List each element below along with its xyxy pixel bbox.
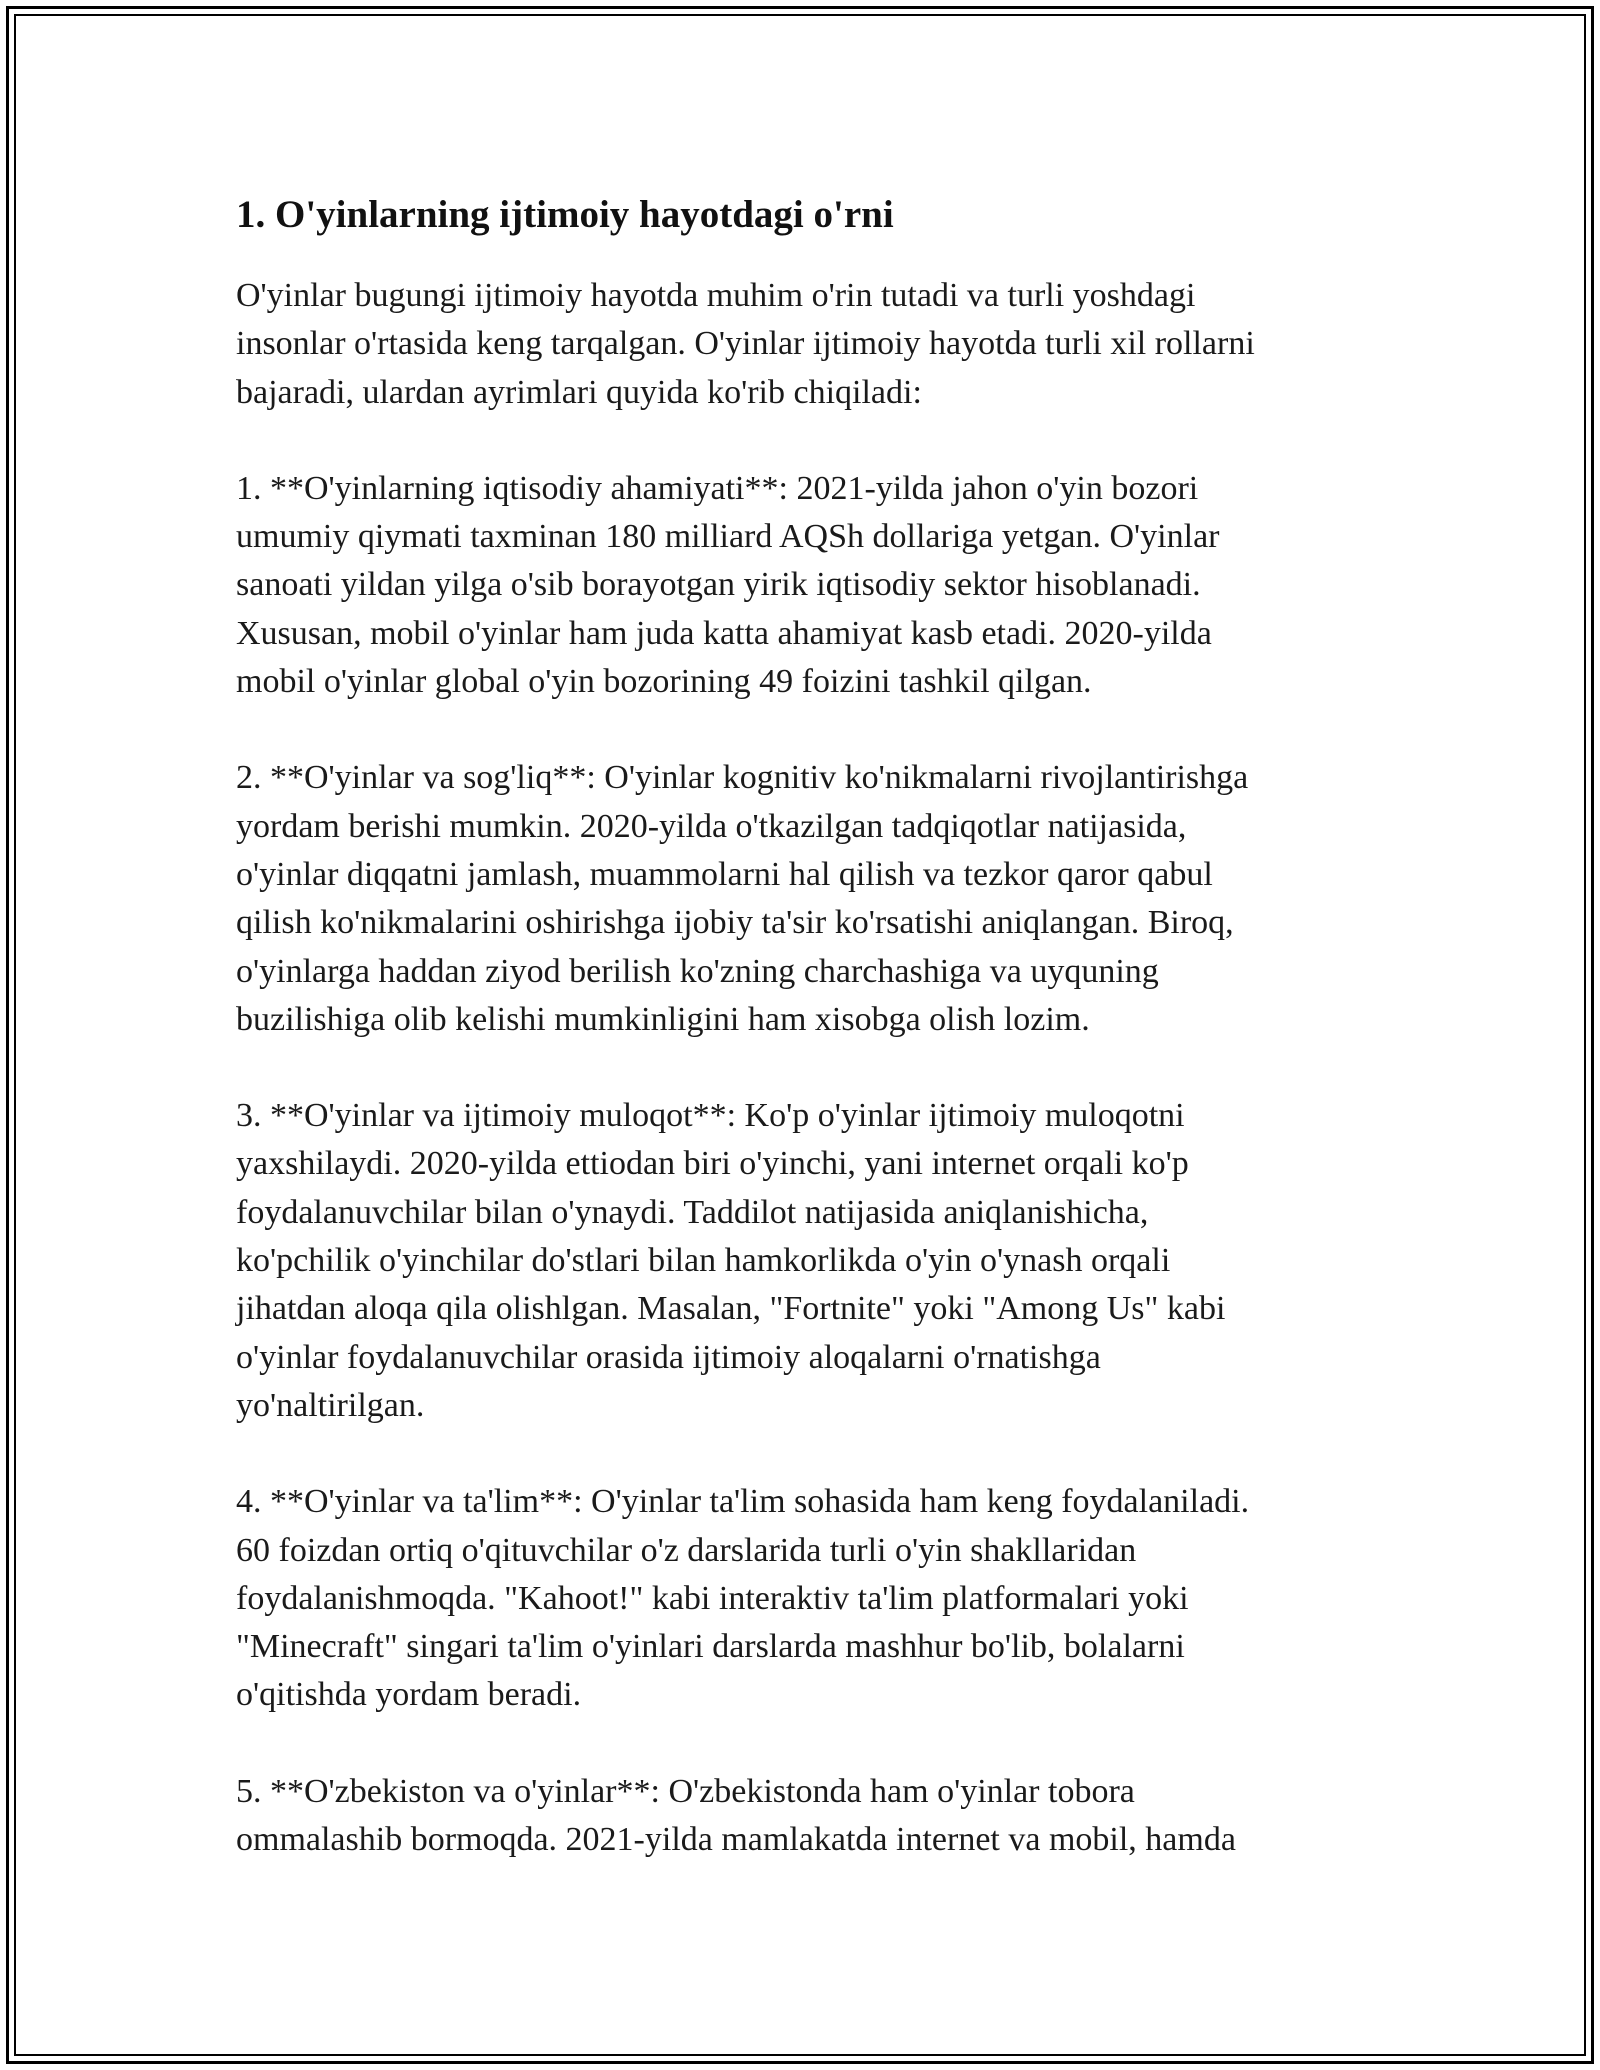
text-line: yordam berishi mumkin. 2020-yilda o'tkazilgan tadqiqotlar natijasida, xyxy=(236,807,1187,845)
text-line: umumiy qiymati taxminan 180 milliard AQSh dollariga yetgan. O'yinlar xyxy=(236,518,1220,556)
text-line: o'yinlar diqqatni jamlash, muammolarni hal qilish va tezkor qaror qabul xyxy=(236,855,1213,893)
text-line: jihatdan aloqa qila olishlgan. Masalan, "Fortnite" yoki "Among Us" kabi xyxy=(236,1290,1226,1328)
text-line: buzilishiga olib kelishi mumkinligini ham xisobga olish lozim. xyxy=(236,1000,1090,1038)
text-line: mobil o'yinlar global o'yin bozorining 49 foizini tashkil qilgan. xyxy=(236,663,1092,701)
text-line: Xususan, mobil o'yinlar ham juda katta ahamiyat kasb etadi. 2020-yilda xyxy=(236,614,1212,652)
section-uzbekistan-and-games xyxy=(236,1768,1376,1865)
section-economic-importance xyxy=(236,465,1376,706)
text-line: 5. **O'zbekiston va o'yinlar**: O'zbekistonda ham o'yinlar tobora xyxy=(236,1772,1135,1810)
text-line: 4. **O'yinlar va ta'lim**: O'yinlar ta'lim sohasida ham keng foydalaniladi. xyxy=(236,1483,1250,1521)
text-line: bajaradi, ulardan ayrimlari quyida ko'rib chiqiladi: xyxy=(236,373,922,411)
section-games-and-health xyxy=(236,754,1376,1044)
intro-paragraph xyxy=(236,272,1376,417)
text-line: ommalashib bormoqda. 2021-yilda mamlakatda internet va mobil, hamda xyxy=(236,1821,1236,1859)
text-line: ko'pchilik o'yinchilar do'stlari bilan hamkorlikda o'yin o'ynash orqali xyxy=(236,1242,1171,1280)
text-line: o'yinlar foydalanuvchilar orasida ijtimoiy aloqalarni o'rnatishga xyxy=(236,1338,1101,1376)
text-line: 3. **O'yinlar va ijtimoiy muloqot**: Ko'p o'yinlar ijtimoiy muloqotni xyxy=(236,1097,1185,1135)
text-line: o'qitishda yordam beradi. xyxy=(236,1676,582,1714)
text-line: O'yinlar bugungi ijtimoiy hayotda muhim o'rin tutadi va turli yoshdagi xyxy=(236,277,1196,314)
text-line: o'yinlarga haddan ziyod berilish ko'zning charchashiga va uyquning xyxy=(236,952,1159,990)
text-line: qilish ko'nikmalarini oshirishga ijobiy ta'sir ko'rsatishi aniqlangan. Biroq, xyxy=(236,904,1234,942)
text-line: 1. **O'yinlarning iqtisodiy ahamiyati**: 2021-yilda jahon o'yin bozori xyxy=(236,469,1199,507)
text-line: foydalanuvchilar bilan o'ynaydi. Taddilot natijasida aniqlanishicha, xyxy=(236,1193,1149,1231)
text-line: "Minecraft" singari ta'lim o'yinlari darslarda mashhur bo'lib, bolalarni xyxy=(236,1628,1185,1666)
document-body xyxy=(236,186,1376,1912)
text-line: sanoati yildan yilga o'sib borayotgan yirik iqtisodiy sektor hisoblanadi. xyxy=(236,566,1201,604)
text-line: foydalanishmoqda. "Kahoot!" kabi interaktiv ta'lim platformalari yoki xyxy=(236,1579,1189,1617)
text-line: 2. **O'yinlar va sog'liq**: O'yinlar kognitiv ko'nikmalarni rivojlantirishga xyxy=(236,759,1249,797)
text-line: 60 foizdan ortiq o'qituvchilar o'z darslarida turli o'yin shakllaridan xyxy=(236,1531,1137,1569)
document-title: 1. O'yinlarning ijtimoiy hayotdagi o'rni xyxy=(236,193,894,236)
text-line: yo'naltirilgan. xyxy=(236,1386,425,1424)
section-social-communication xyxy=(236,1092,1376,1430)
text-line: yaxshilaydi. 2020-yilda ettiodan biri o'yinchi, yani internet orqali ko'p xyxy=(236,1145,1189,1183)
section-games-and-education xyxy=(236,1478,1376,1719)
text-line: insonlar o'rtasida keng tarqalgan. O'yinlar ijtimoiy hayotda turli xil rollarni xyxy=(236,325,1255,363)
